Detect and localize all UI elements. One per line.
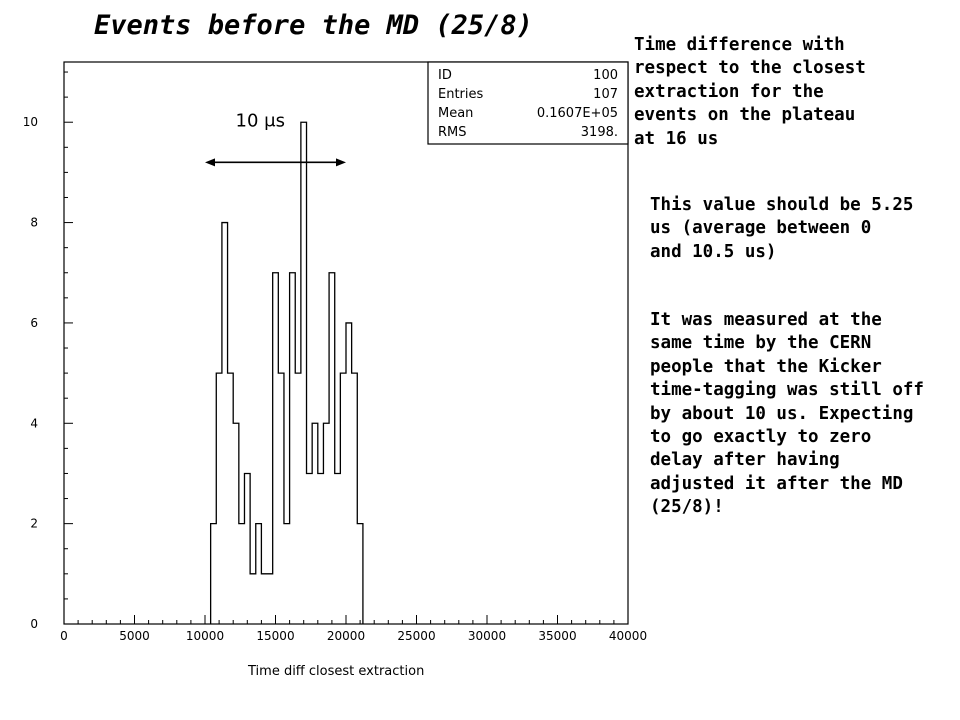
note-time-difference-line: extraction for the (634, 81, 824, 102)
histogram-bin (233, 423, 239, 624)
annotation-arrowhead-left (205, 158, 215, 166)
x-tick-label: 20000 (326, 629, 366, 643)
histogram-bin (239, 524, 245, 624)
width-annotation (205, 110, 346, 166)
stats-value: 0.1607E+05 (536, 106, 618, 121)
x-axis-label: Time diff closest extraction (248, 664, 425, 679)
histogram-bin (301, 122, 307, 624)
chart-title: Events before the MD (25/8) (94, 10, 533, 41)
note-kicker-offset-line: adjusted it after the MD (650, 473, 903, 494)
x-tick-label: 35000 (538, 629, 577, 643)
stats-box (428, 62, 628, 144)
x-tick-label: 40000 (608, 629, 648, 643)
note-kicker-offset-line: (25/8)! (650, 497, 724, 518)
y-axis (23, 72, 73, 631)
histogram-bin (307, 473, 313, 624)
histogram-bin (278, 373, 284, 624)
histogram-bin (216, 373, 222, 624)
note-kicker-offset-line: time-tagging was still off (650, 380, 924, 401)
note-kicker-offset-line: It was measured at the (650, 310, 882, 330)
note-kicker-offset-line: to go exactly to zero (650, 427, 872, 448)
histogram-bin (273, 273, 279, 624)
histogram-bin (329, 273, 335, 624)
stats-label: RMS (438, 125, 467, 140)
y-tick-label: 6 (30, 315, 38, 330)
y-tick-label: 10 (22, 115, 38, 130)
histogram-bin (323, 423, 329, 624)
histogram-bin (357, 524, 363, 624)
y-tick-label: 8 (30, 215, 38, 230)
histogram-bin (256, 524, 262, 624)
note-time-difference-line: Time difference with (634, 35, 845, 55)
note-kicker-offset-line: by about 10 us. Expecting (650, 403, 914, 424)
histogram-bin (352, 373, 358, 624)
stats-value: 100 (593, 68, 618, 83)
histogram-bin (261, 574, 267, 624)
annotation-arrowhead-right (336, 158, 346, 166)
histogram-bin (335, 473, 341, 624)
stats-label: Mean (438, 106, 474, 121)
stats-label: Entries (438, 87, 484, 102)
note-expected-value-line: This value should be 5.25 (650, 195, 914, 215)
histogram-bin (295, 373, 301, 624)
y-tick-label: 0 (30, 617, 38, 631)
histogram-bin (346, 323, 352, 624)
y-tick-label: 2 (30, 516, 38, 531)
histogram-bin (244, 473, 250, 624)
note-kicker-offset-line: delay after having (650, 450, 840, 471)
x-tick-label: 0 (60, 629, 68, 643)
histogram-bin (290, 273, 296, 624)
histogram-bin (284, 524, 290, 624)
stats-label: ID (438, 68, 452, 83)
note-time-difference-line: respect to the closest (634, 58, 866, 79)
histogram-bin (228, 373, 234, 624)
note-expected-value-line: and 10.5 us) (650, 241, 777, 262)
histogram-bin (222, 223, 228, 624)
histogram-bin (267, 574, 273, 624)
histogram-bin (340, 373, 346, 624)
note-time-difference-line: events on the plateau (634, 105, 856, 126)
note-kicker-offset-line: people that the Kicker (650, 356, 882, 377)
y-tick-label: 4 (30, 416, 38, 431)
note-time-difference-line: at 16 us (634, 128, 719, 149)
annotation-label: 10 μs (235, 110, 285, 132)
x-tick-label: 5000 (119, 629, 150, 643)
x-tick-label: 25000 (397, 629, 436, 643)
histogram-bin (250, 574, 256, 624)
stats-value: 3198. (580, 125, 618, 140)
stats-value: 107 (593, 87, 618, 102)
histogram-bin (211, 524, 217, 624)
histogram-bin (312, 423, 318, 624)
x-tick-label: 30000 (467, 629, 507, 643)
note-kicker-offset-line: same time by the CERN (650, 333, 872, 354)
x-tick-label: 15000 (256, 629, 295, 643)
x-tick-label: 10000 (185, 629, 225, 643)
note-expected-value-line: us (average between 0 (650, 218, 872, 239)
histogram-bin (318, 473, 324, 624)
